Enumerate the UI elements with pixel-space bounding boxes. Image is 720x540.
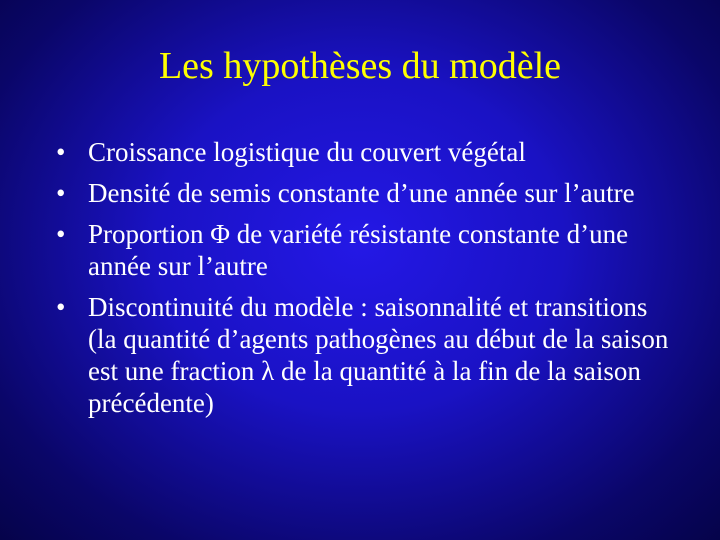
bullet-icon: •	[56, 219, 66, 249]
bullet-item-3	[54, 218, 674, 282]
bullet-item-4	[54, 291, 674, 419]
bullet-text-4: Discontinuité du modèle : saisonnalité et transitions (la quantité d’agents pathogènes au début de la saison est une fraction λ de la quantité à la fin de la saison précédente)	[88, 292, 669, 418]
bullet-icon: •	[56, 178, 66, 208]
slide-title: Les hypothèses du modèle	[158, 45, 562, 87]
bullet-icon: •	[56, 292, 66, 322]
bullet-text-3: Proportion Φ de variété résistante constante d’une année sur l’autre	[88, 219, 629, 281]
bullet-list	[54, 136, 674, 428]
bullet-item-1	[54, 136, 674, 168]
bullet-icon: •	[56, 137, 66, 167]
bullet-text-1: Croissance logistique du couvert végétal	[88, 137, 526, 167]
bullet-item-2	[54, 177, 674, 209]
bullet-text-2: Densité de semis constante d’une année sur l’autre	[88, 178, 635, 208]
